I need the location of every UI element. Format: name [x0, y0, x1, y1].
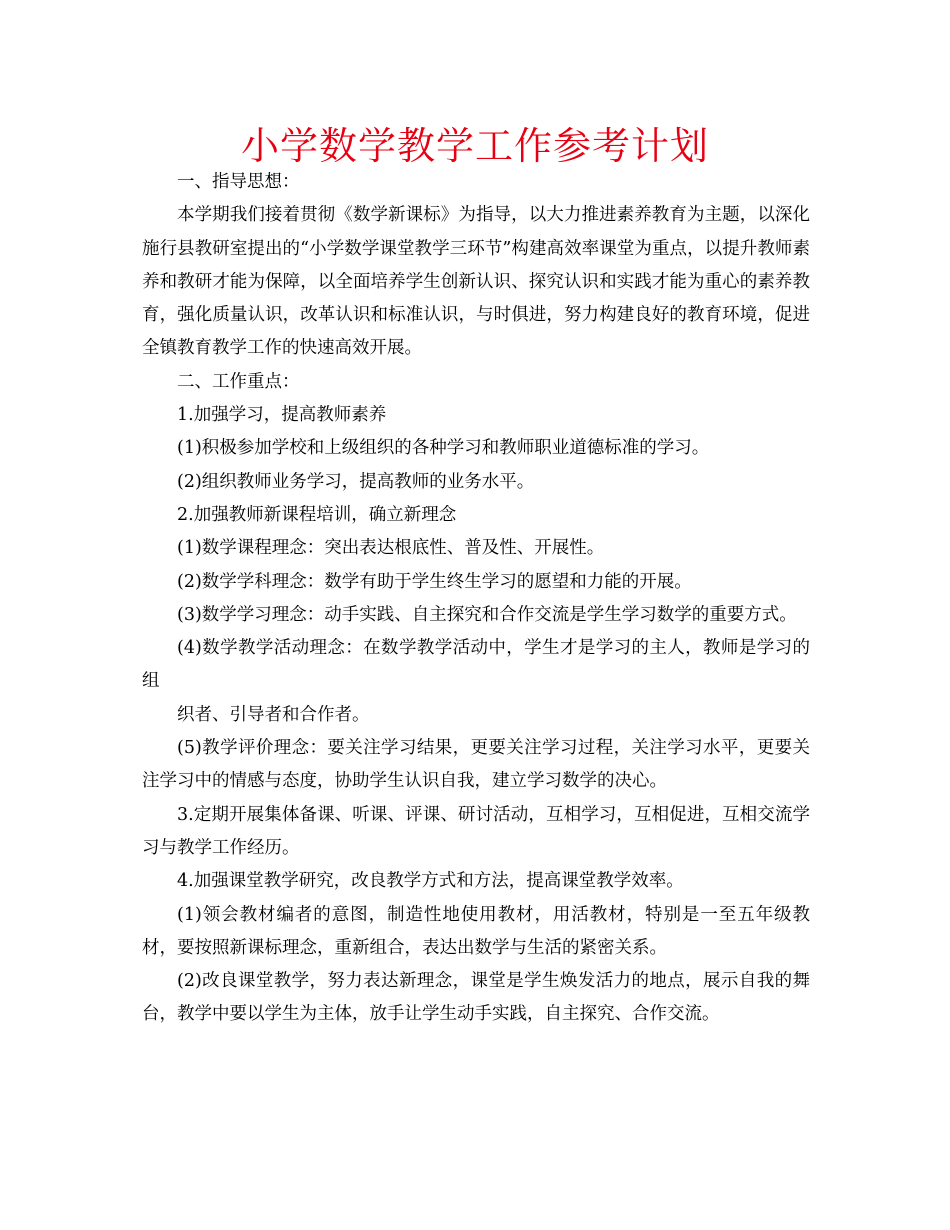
document-body — [142, 166, 810, 1032]
paragraph: (3)数学学习理念：动手实践、自主探究和合作交流是学生学习数学的重要方式。 — [177, 604, 797, 625]
paragraph: (1)领会教材编者的意图，制造性地使用教材，用活教材，特别是一至五年级教材，要按照新课标理念，重新组合，表达出数学与生活的紧密关系。 — [142, 904, 810, 958]
paragraph: 4.加强课堂教学研究，改良教学方式和方法，提高课堂教学效率。 — [177, 871, 684, 892]
paragraph: 3.定期开展集体备课、听课、评课、研讨活动，互相学习，互相促进，互相交流学习与教学工作经历。 — [142, 804, 810, 858]
paragraph: (1)积极参加学校和上级组织的各种学习和教师职业道德标准的学习。 — [177, 438, 710, 459]
paragraph: 1.加强学习，提高教师素养 — [177, 405, 387, 426]
paragraph: (4)数学教学活动理念：在数学教学活动中，学生才是学习的主人，教师是学习的组 — [142, 638, 810, 692]
paragraph: (2)数学学科理念：数学有助于学生终生学习的愿望和力能的开展。 — [177, 571, 692, 592]
paragraph: (1)数学课程理念：突出表达根底性、普及性、开展性。 — [177, 538, 605, 559]
paragraph: (2)组织教师业务学习，提高教师的业务水平。 — [177, 471, 535, 492]
document-title: 小学数学教学工作参考计划 — [240, 124, 709, 168]
paragraph: (2)改良课堂教学，努力表达新理念，课堂是学生焕发活力的地点，展示自我的舞台，教学中要以学生为主体，放手让学生动手实践，自主探究、合作交流。 — [142, 971, 810, 1025]
paragraph: 织者、引导者和合作者。 — [177, 704, 370, 725]
paragraph: 二、工作重点： — [177, 371, 300, 392]
paragraph: 一、指导思想： — [177, 172, 300, 192]
paragraph: 2.加强教师新课程培训，确立新理念 — [177, 504, 457, 525]
paragraph: (5)教学评价理念：要关注学习结果，更要关注学习过程，关注学习水平，更要关注学习中的情感与态度，协助学生认识自我，建立学习数学的决心。 — [142, 738, 810, 792]
paragraph: 本学期我们接着贯彻《数学新课标》为指导，以大力推进素养教育为主题，以深化施行县教研室提出的“小学数学课堂教学三环节”构建高效率课堂为重点，以提升教师素养和教研才能为保障，以全面培养学生创新认识、探究认识和实践才能为重心的素养教育，强化质量认识，改革认识和标准认识，与时俱进，努力构建良好的教育环境，促进全镇教育教学工作的快速高效开展。 — [142, 205, 810, 359]
